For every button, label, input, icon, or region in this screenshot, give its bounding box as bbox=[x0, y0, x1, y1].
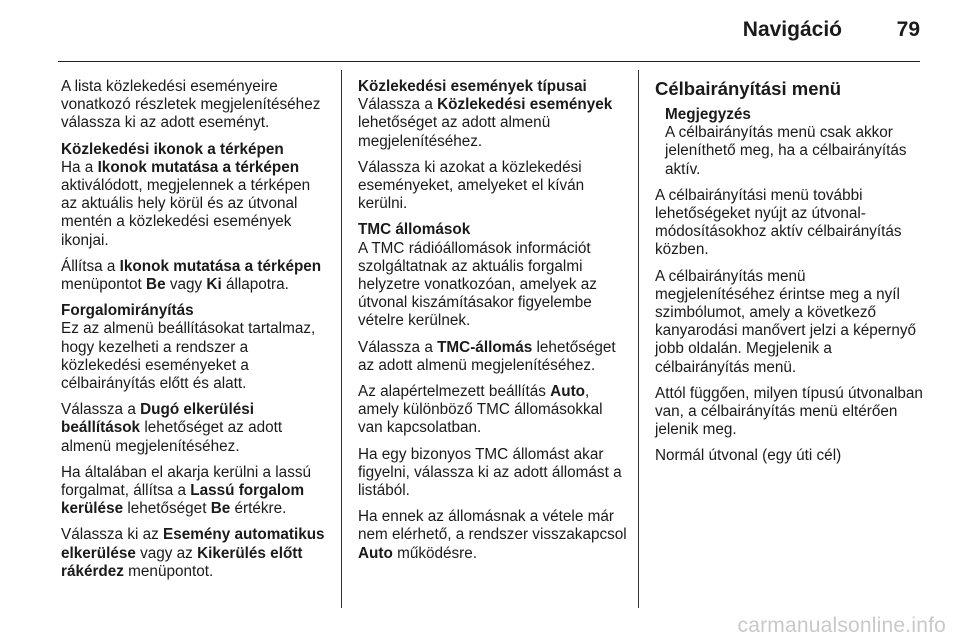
option-value-on: Be bbox=[210, 500, 231, 518]
text-run: lehetőséget bbox=[123, 500, 211, 518]
icons-paragraph-1 bbox=[61, 159, 326, 250]
text-run: aktiválódott, megjelennek a térképen az aktuális hely körül és az útvonal mentén a közlekedési események ikonjai. bbox=[61, 177, 311, 249]
text-run: menüpontot bbox=[61, 276, 147, 294]
menu-option-label: Ikonok mutatása a térképen bbox=[119, 257, 322, 275]
menu-option-label: Közlekedési események bbox=[437, 96, 613, 114]
section-heading: Célbairányítási menü bbox=[655, 78, 842, 99]
paragraph-2: A célbairányítás menü megjelenítéséhez érintse meg a nyíl szimbólumot, amely a következő kanyarodási manővert jelzi a képernyő jobb oldalán. Megjelenik a célbairányítás menü. bbox=[655, 267, 917, 376]
text-run: Ha a bbox=[61, 158, 98, 176]
text-run: Ha egy bizonyos TMC állomást akar figyelni, válassza ki az adott állomást a listából. bbox=[358, 445, 622, 500]
text-run: A TMC rádióállomások információt szolgáltatnak az aktuális forgalmi helyzetre vonatkozóan, amelyek az útvonal kiszámításakor figyelembe vételre kerülnek. bbox=[358, 239, 597, 330]
text-run: lehetőséget az adott almenü megjelenítéséhez. bbox=[358, 338, 616, 374]
text-run: Válassza ki az bbox=[61, 526, 164, 544]
text-run: lehetőséget az adott almenü megjelenítéséhez. bbox=[61, 419, 283, 455]
types-paragraph-1 bbox=[358, 96, 628, 151]
text-run: vagy az bbox=[135, 544, 198, 562]
text-run: vagy bbox=[165, 276, 207, 294]
text-run: értékre. bbox=[230, 500, 287, 518]
page-title: Navigáció bbox=[742, 18, 842, 41]
watermark: carmanualsonline.info bbox=[737, 614, 946, 637]
text-run: Válassza a bbox=[358, 96, 438, 114]
tmc-paragraph-1 bbox=[358, 240, 628, 331]
header-rule bbox=[58, 61, 920, 62]
intro-text: A lista közlekedési eseményeire vonatkozó részletek megjelenítéséhez válassza ki az adott eseményt. bbox=[61, 78, 321, 132]
menu-option-label: Kikerülés előtt rákérdez bbox=[61, 544, 303, 580]
text-run: Ez az almenü beállításokat tartalmaz, hogy kezelheti a rendszer a közlekedési eseményeket a célbairányítás előtt és alatt. bbox=[61, 320, 316, 393]
option-value-auto: Auto bbox=[550, 383, 586, 401]
text-run: Ha ennek az állomásnak a vétele már nem elérhető, a rendszer visszakapcsol bbox=[358, 508, 627, 544]
column-3 bbox=[655, 78, 923, 474]
text-run: működésre. bbox=[392, 544, 478, 562]
routing-paragraph-3 bbox=[61, 464, 326, 519]
routing-paragraph-4 bbox=[61, 526, 326, 581]
option-value-auto: Auto bbox=[358, 544, 393, 562]
icons-heading: Közlekedési ikonok a térképen bbox=[61, 140, 284, 158]
menu-option-label: Ikonok mutatása a térképen bbox=[97, 158, 300, 176]
routing-paragraph-1 bbox=[61, 320, 326, 393]
tmc-heading: TMC állomások bbox=[358, 221, 471, 239]
menu-option-label: TMC-állomás bbox=[437, 338, 533, 356]
column-divider-right bbox=[638, 70, 639, 608]
paragraph-3: Attól függően, milyen típusú útvonalban van, a célbairányítás menü eltérően jelenik meg. bbox=[655, 384, 923, 439]
intro-paragraph bbox=[61, 78, 326, 133]
column-divider-left bbox=[341, 70, 342, 608]
menu-option-label: Dugó elkerülési beállítások bbox=[61, 401, 254, 437]
text-run: menüpontot. bbox=[123, 562, 214, 580]
tmc-paragraph-4 bbox=[358, 446, 628, 501]
routing-paragraph-2 bbox=[61, 401, 326, 456]
text-run: állapotra. bbox=[221, 276, 289, 294]
tmc-paragraph-3 bbox=[358, 383, 628, 438]
page-number: 79 bbox=[896, 18, 920, 41]
text-run: Az alapértelmezett beállítás bbox=[358, 383, 551, 401]
icons-paragraph-2 bbox=[61, 258, 326, 294]
text-run: Ha általában el akarja kerülni a lassú forgalmat, állítsa a bbox=[61, 463, 311, 500]
paragraph-1: A célbairányítási menü további lehetőségeket nyújt az útvonal-módosításokhoz aktív célbairányítás közben. bbox=[655, 186, 902, 259]
menu-option-label: Lassú forgalom kerülése bbox=[61, 482, 305, 518]
text-run: Válassza a bbox=[61, 401, 141, 419]
types-heading: Közlekedési események típusai bbox=[358, 78, 587, 95]
menu-option-label: Esemény automatikus elkerülése bbox=[61, 526, 325, 562]
text-run: Állítsa a bbox=[61, 257, 120, 275]
column-2 bbox=[358, 78, 628, 571]
tmc-paragraph-2 bbox=[358, 339, 628, 375]
paragraph-4: Normál útvonal (egy úti cél) bbox=[655, 447, 842, 465]
note-title: Megjegyzés bbox=[665, 106, 751, 123]
types-paragraph-2 bbox=[358, 159, 628, 214]
note-box bbox=[665, 106, 923, 179]
option-value-off: Ki bbox=[206, 276, 222, 294]
option-value-on: Be bbox=[146, 276, 166, 294]
routing-heading: Forgalomirányítás bbox=[61, 302, 194, 320]
text-run: lehetőséget az adott almenü megjelenítéséhez. bbox=[358, 114, 551, 150]
text-run: Válassza a bbox=[358, 338, 438, 356]
text-run: Válassza ki azokat a közlekedési eseményeket, amelyeket el kíván kerülni. bbox=[358, 158, 585, 213]
tmc-paragraph-5 bbox=[358, 508, 628, 563]
page-header bbox=[0, 0, 960, 62]
text-run: , amely különböző TMC állomásokkal van kapcsolatban. bbox=[358, 383, 603, 437]
note-text: A célbairányítás menü csak akkor jeleníthető meg, ha a célbairányítás aktív. bbox=[665, 124, 907, 178]
column-1 bbox=[61, 78, 326, 589]
